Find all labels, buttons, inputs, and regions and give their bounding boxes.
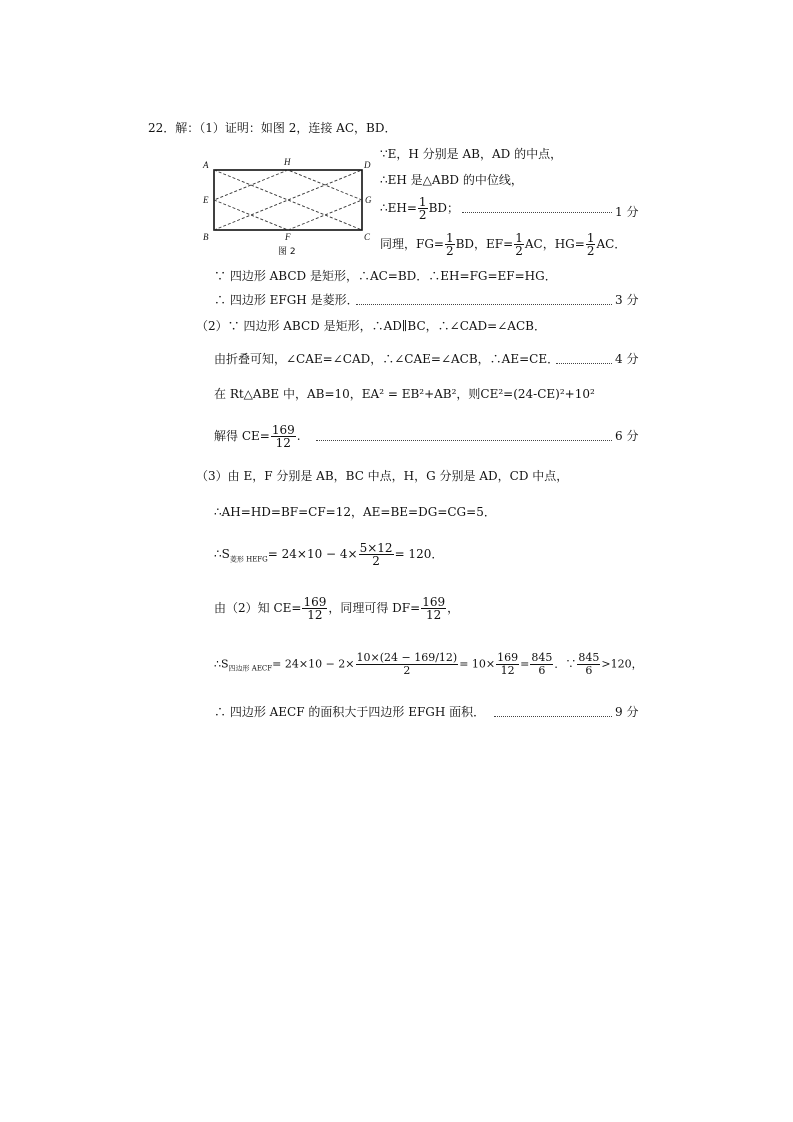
fraction-big: [356, 652, 459, 677]
label-e: E: [203, 195, 209, 205]
fraction-area-num: 5×12: [359, 541, 393, 555]
part3-line-4-a: 由（2）知 CE=: [214, 601, 302, 615]
line-3: [380, 196, 459, 221]
area-subscript-hefg: 菱形 HEFG: [229, 555, 268, 564]
label-f: F: [285, 232, 291, 242]
part3-line-3-a: ∴S: [214, 547, 230, 561]
fraction-half-2-num: 1: [445, 231, 454, 245]
score-9: 9 分: [615, 705, 639, 719]
proof-intro: 证明：如图 2，连接 AC，BD．: [224, 121, 397, 135]
dotted-leader-4: [556, 363, 612, 364]
label-d: D: [364, 160, 371, 170]
fraction-ce-2-den: 12: [307, 608, 323, 622]
line-4-a: 同理，FG=: [380, 237, 444, 251]
line-4: [380, 232, 626, 257]
line-6: ∴ 四边形 EFGH 是菱形．: [214, 293, 359, 307]
part3-line-5: [214, 652, 643, 677]
fraction-area-den: 2: [372, 554, 380, 568]
fraction-half-3-den: 2: [515, 244, 523, 258]
part2-line-1: （2）∵ 四边形 ABCD 是矩形，∴AD∥BC，∴∠CAD=∠ACB．: [196, 319, 546, 333]
dotted-leader-3: [356, 304, 612, 305]
part3-line-5-c: = 10×: [459, 657, 496, 671]
fraction-ce-3-num: 169: [497, 651, 519, 664]
score-6: 6 分: [615, 429, 639, 443]
part3-line-5-b: = 24×10 − 2×: [272, 657, 355, 671]
fraction-half: [418, 196, 428, 221]
score-3: 3 分: [615, 293, 639, 307]
fraction-half-num: 1: [418, 195, 427, 209]
fraction-result-2: [577, 652, 600, 677]
dotted-leader-9: [494, 716, 612, 717]
part1-label: （1）: [199, 121, 225, 135]
fraction-ce-3: [496, 652, 519, 677]
part3-line-3: [214, 542, 443, 567]
fraction-ce-den: 12: [275, 436, 291, 450]
fraction-result: [530, 652, 553, 677]
fraction-result-2-den: 6: [585, 664, 593, 677]
fraction-result-num: 845: [531, 651, 553, 664]
score-1: 1 分: [615, 205, 639, 219]
fraction-big-num: 10×(24 − 169/12): [356, 651, 458, 664]
part2-line-4-a: 解得 CE=: [214, 429, 270, 443]
label-a: A: [203, 160, 209, 170]
fraction-df-den: 12: [426, 608, 442, 622]
part3-line-4: [214, 596, 459, 621]
fraction-half-2-den: 2: [445, 244, 454, 258]
part3-line-5-f: >120，: [601, 657, 643, 671]
part3-line-6: ∴ 四边形 AECF 的面积大于四边形 EFGH 面积．: [214, 705, 486, 719]
label-b: B: [203, 232, 209, 242]
fraction-half-4-num: 1: [586, 231, 595, 245]
fraction-ce-2: [302, 596, 327, 621]
fraction-ce-2-num: 169: [303, 595, 327, 609]
fraction-big-den: 2: [403, 664, 411, 677]
fraction-df: [421, 596, 446, 621]
fraction-half-3-num: 1: [515, 231, 523, 245]
part3-line-4-b: ，同理可得 DF=: [328, 601, 421, 615]
part2-line-3: 在 Rt△ABE 中，AB=10，EA² = EB²+AB²，则CE²=(24-CE)²+10²: [214, 387, 595, 401]
part3-line-3-c: = 120．: [394, 547, 444, 561]
figure-caption: 图 2: [278, 247, 296, 257]
score-4: 4 分: [615, 352, 639, 366]
part2-line-4: 解得 CE= $\frac{169}{12}$ .: [214, 423, 301, 450]
problem-number: 22．解：: [148, 121, 200, 135]
fraction-half-3: [514, 232, 524, 257]
figure-rectangle-diagram: [198, 152, 378, 262]
fraction-area: [359, 542, 394, 567]
line-4-c: AC，HG=: [524, 237, 585, 251]
part2-line-2: 由折叠可知，∠CAE=∠CAD，∴∠CAE=∠ACB，∴AE=CE．: [214, 352, 560, 366]
fraction-half-4-den: 2: [586, 244, 595, 258]
part3-line-5-e: ．∵: [554, 657, 577, 671]
line-3-a: ∴EH=: [380, 201, 417, 215]
line-2: ∴EH 是△ABD 的中位线，: [380, 173, 523, 187]
line-4-b: BD，EF=: [455, 237, 514, 251]
part3-line-4-c: ，: [447, 601, 460, 615]
label-c: C: [364, 232, 371, 242]
part3-line-1: （3）由 E，F 分别是 AB，BC 中点，H，G 分别是 AD，CD 中点，: [196, 469, 569, 483]
problem-header: [148, 120, 396, 136]
line-3-b: BD；: [428, 201, 460, 215]
fraction-ce: [271, 424, 296, 449]
line-5: ∵ 四边形 ABCD 是矩形，∴AC=BD．∴EH=FG=EF=HG．: [214, 269, 557, 283]
fraction-half-den: 2: [418, 208, 427, 222]
fraction-half-4: [586, 232, 596, 257]
fraction-ce-num: 169: [271, 423, 295, 437]
dashed-lines: [214, 170, 362, 230]
dotted-leader-1: [462, 212, 612, 213]
part3-line-5-d: =: [520, 657, 530, 671]
dotted-leader-6: [316, 440, 612, 441]
fraction-ce-3-den: 12: [500, 664, 515, 677]
fraction-half-2: [445, 232, 455, 257]
fraction-result-2-num: 845: [578, 651, 600, 664]
fraction-result-den: 6: [538, 664, 546, 677]
line-4-d: AC．: [596, 237, 627, 251]
label-h: H: [284, 157, 291, 167]
part3-line-3-b: = 24×10 − 4×: [267, 547, 358, 561]
part3-line-5-a: ∴S: [214, 657, 229, 671]
part3-line-2: ∴AH=HD=BF=CF=12，AE=BE=DG=CG=5．: [214, 505, 496, 519]
line-1: ∵E，H 分别是 AB，AD 的中点，: [380, 147, 563, 161]
fraction-df-num: 169: [422, 595, 446, 609]
label-g: G: [365, 195, 372, 205]
area-subscript-aecf: 四边形 AECF: [228, 664, 273, 673]
